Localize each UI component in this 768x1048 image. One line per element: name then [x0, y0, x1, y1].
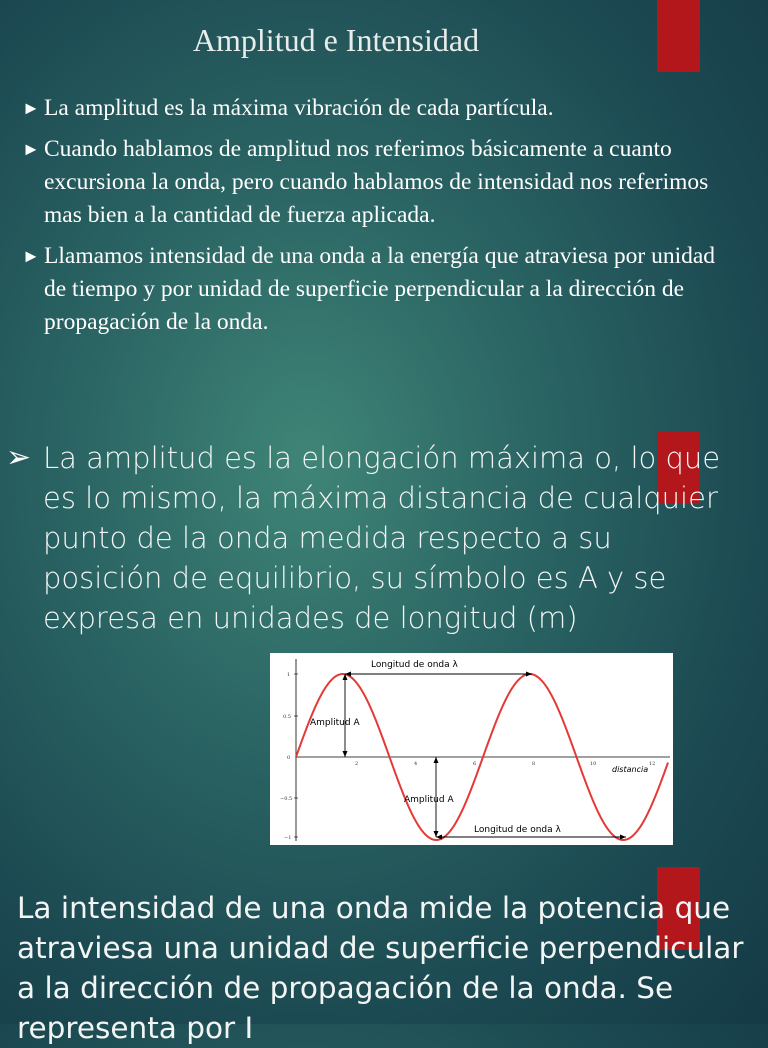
slide-1 [0, 0, 768, 385]
list-item [22, 240, 742, 339]
y-tick-label: 0.5 [283, 714, 291, 720]
wavelength-label-top: Longitud de onda λ [371, 660, 458, 670]
y-tick-label: −1 [284, 835, 292, 841]
bullet-paragraph [6, 438, 736, 638]
x-tick-label: 6 [473, 761, 477, 767]
bullet-text: Cuando hablamos de amplitud nos referimos básicamente a cuanto excursiona la onda, pero cuando hablamos de intensidad nos referimos mas bien a la cantidad de fuerza aplicada. [44, 136, 709, 228]
slide-3 [0, 855, 768, 1045]
triangle-right-icon: ► [22, 139, 40, 159]
x-tick-label: 8 [532, 761, 536, 767]
wavelength-label-bottom: Longitud de onda λ [474, 825, 561, 835]
wave-diagram [270, 653, 673, 845]
y-tick-label: −0.5 [280, 796, 293, 802]
x-tick-label: 12 [649, 761, 656, 767]
slide-title: Amplitud e Intensidad [192, 22, 480, 58]
x-tick-label: 4 [414, 761, 418, 767]
x-tick-label: 2 [355, 761, 359, 767]
y-tick-label: 0 [287, 755, 291, 761]
triangle-right-icon: ► [22, 246, 40, 266]
paragraph: La intensidad de una onda mide la potencia que atraviesa una unidad de superficie perpendicular a la dirección de propagación de la onda. Se representa por I [17, 891, 744, 1045]
amplitude-label: Amplitud A [404, 795, 454, 805]
list-item [22, 92, 742, 125]
x-tick-label: 10 [590, 761, 597, 767]
amplitude-label: Amplitud A [310, 718, 360, 728]
triangle-right-icon: ► [22, 98, 40, 118]
slide-2 [0, 385, 768, 855]
bullet-text: La amplitud es la máxima vibración de cada partícula. [44, 95, 554, 121]
bullet-list [22, 92, 742, 347]
y-tick-label: 1 [287, 672, 291, 678]
chevron-right-icon: ➢ [6, 440, 32, 475]
bullet-text: Llamamos intensidad de una onda a la energía que atraviesa por unidad de tiempo y por unidad de superficie perpendicular a la dirección de propagación de la onda. [44, 243, 716, 335]
wave-figure [270, 653, 673, 845]
bullet-text: La amplitud es la elongación máxima o, lo que es lo mismo, la máxima distancia de cualquier punto de la onda medida respecto a su posición de equilibrio, su símbolo es A y se expresa en unidades de longitud (m) [43, 441, 721, 635]
list-item [22, 133, 742, 232]
x-axis-label: distancia [612, 765, 649, 774]
